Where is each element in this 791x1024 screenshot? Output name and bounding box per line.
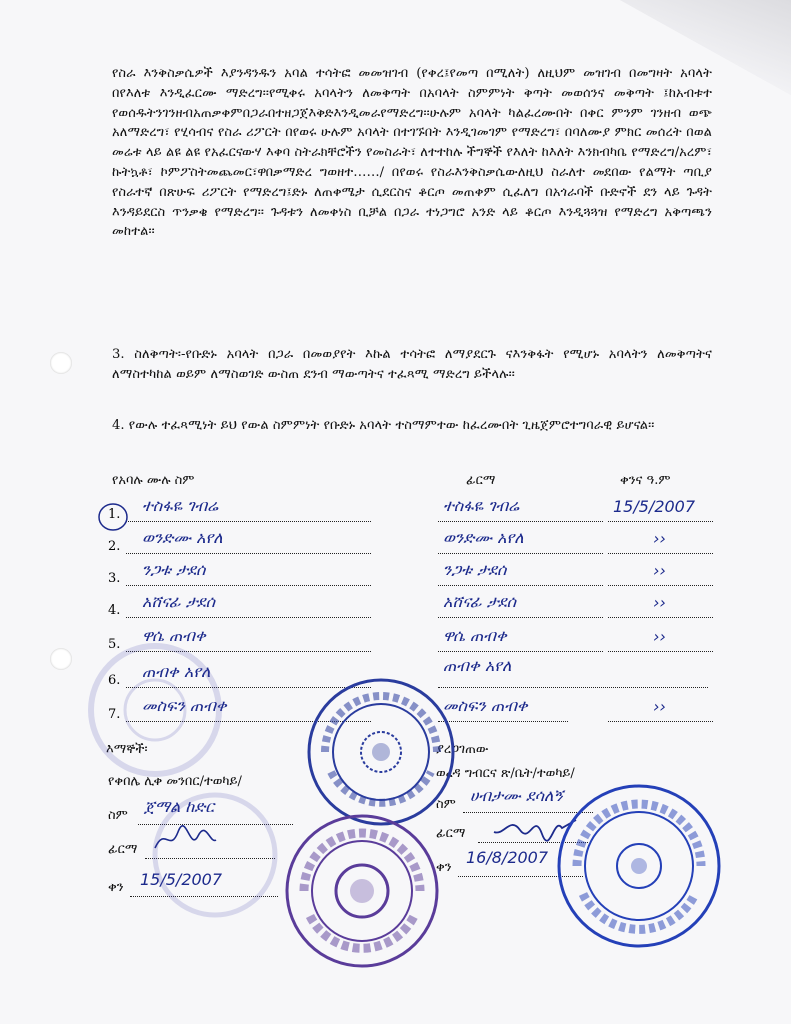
agriculture-office-title: ወረዳ ግብርና ጽ/ቤት/ተወካይ/	[436, 766, 575, 781]
punch-hole	[50, 648, 72, 670]
left-name-label: ስም	[108, 808, 128, 823]
member-date: ››	[653, 627, 666, 646]
left-date-label: ቀን	[108, 880, 124, 895]
verified-by-label: ያረጋገጠው	[436, 742, 489, 757]
date-line	[608, 721, 713, 722]
member-date: ››	[653, 593, 666, 612]
signature-line	[438, 617, 603, 618]
right-sign-label: ፊርማ	[436, 826, 466, 841]
circle-mark	[96, 500, 130, 534]
member-date: ››	[653, 529, 666, 548]
member-signature: ተስፋዬ ገብሬ	[443, 496, 520, 515]
row-number: 1.	[108, 507, 121, 522]
table-row	[108, 490, 718, 524]
name-line	[126, 617, 371, 618]
right-date-value: 16/8/2007	[466, 848, 549, 867]
member-signature: ዋሴ ጠብቀ	[443, 626, 507, 645]
right-date-label: ቀን	[436, 860, 452, 875]
member-name: ወንድሙ አየለ	[142, 528, 223, 547]
table-row	[108, 522, 718, 556]
member-name: ተስፋዬ ገብሬ	[142, 496, 219, 515]
date-line	[608, 617, 713, 618]
row-number: 6.	[108, 673, 121, 688]
member-date: ››	[653, 697, 666, 716]
signature-line	[438, 687, 708, 688]
member-signature: ወንድሙ አየለ	[443, 528, 524, 547]
member-name: ጠብቀ አየለ	[142, 662, 211, 681]
member-name: አሸናፊ ታደሰ	[142, 592, 216, 611]
agriculture-office-seal	[555, 782, 723, 950]
table-row	[108, 554, 718, 588]
right-name-value: ሀብታሙ ደሳለኝ	[470, 786, 563, 805]
left-date-value: 15/5/2007	[140, 870, 223, 889]
member-date: ››	[653, 561, 666, 580]
table-row	[108, 586, 718, 620]
column-header-date: ቀንና ዓ.ም	[620, 473, 671, 488]
member-signature: አሸናፊ ታደሰ	[443, 592, 517, 611]
signature-line	[438, 721, 568, 722]
left-name-value: ጀማል ከድር	[144, 797, 215, 816]
punch-hole	[50, 352, 72, 374]
member-name: ንጋቱ ታደሰ	[142, 560, 206, 579]
effect-paragraph: 4. የውሉ ተፈጻሚነት ይህ የውል ስምምነት የቡድኑ አባላት ተስማምተው ከፈረሙበት ጊዜጀምሮተግባራዊ ይሆናል፡፡	[112, 418, 655, 433]
date-line	[608, 651, 713, 652]
faint-stamp	[85, 640, 225, 780]
penalty-paragraph: 3. ስለቅጣት፡-የቡድኑ አባላት በጋራ በመወያየት እኩል ተሳትፎ ለማያደርጉ ናእንቅፋት የሚሆኑ አባላትን ለመቅጣትና ለማስተካከል ወይም ለማስወገድ ውስጠ ደንብ ማውጣትና ተፈጻሚ ማድረግ ይችላሉ፡፡	[112, 347, 712, 382]
column-header-name: የአባሉ ሙሉ ስም	[112, 473, 195, 488]
kebele-chair-title: የቀበሌ ሊቀ መንበር/ተወካይ/	[108, 774, 242, 789]
left-sign-label: ፊርማ	[108, 842, 138, 857]
row-number: 3.	[108, 571, 121, 586]
row-number: 7.	[108, 707, 121, 722]
kebele-seal	[305, 676, 457, 828]
member-signature: ንጋቱ ታደሰ	[443, 560, 507, 579]
woreda-seal	[283, 812, 441, 970]
signature-line	[438, 651, 603, 652]
member-name: መስፍን ጠብቀ	[142, 696, 227, 715]
row-number: 2.	[108, 539, 121, 554]
member-name: ዋሴ ጠብቀ	[142, 626, 206, 645]
duties-paragraph: የስራ እንቅስቃሴዎች እያንዳንዱን አባል ተሳትፎ መመዝገብ (የቀረ፤የመጣ በሚለት) ለዚህም መዝገብ በመግዛት አባላት በየእለቱ እንዲፈርሙ ማድረግ፡፡የሚቀሩ አባላትን ለመቅጣት በአባላት ስምምነት ቅጣት መወሰንና መቅጣት ፤ከአብቱተ የወሰዱትንገንዘብአጠቃቀምበጋራበተዘጋጀእቅድእንዲመራየማድረግ፡፡ሁሉም አባላት ካልፈረሙበት በቀር ምንም ገንዘብ ወጭ አለማድረግ፣ የሂሳብና የስራ ሪፖርት በየወሩ ሁሉም አባላት በተገኙበት እንዲገመገም የማድረግ፣ በባለሙያ ምክር መሰረት በወል መሬቱ ላይ ልዩ ልዩ የአፈርናውሃ እቀባ ስትራክቸሮችን የመስራት፣ ለተተከሉ ችግኞች የእለት ከእለት እንክብካቤ የማድረግ/አረም፣ ኩትኳቶ፣ ኮምፖስትመጨመር፣ዋበቃማድረ ግወዘተ……/ በየወሩ የስራእንቅስቃሴውለዚህ ስራለተ መደበው የልማት ጣቢያ የስራተኛ በጽሁፍ ሪፖርት የማድረግ፤ድኑ ለጠቀሜታ ሲደርስና ቆርጦ መጠቀም ሲፈለግ በአጎራባች ቡድኖች ደን ላይ ጉዳት እንዳይደርስ ጥንቃቄ የማድረግ፡፡ ጉዳቱን ለመቀነስ ቢቻል በጋራ ተነጋግሮ አንድ ላይ ቆርጦ እንዲጓጓዝ የማድረግ አቅጣጫን መከተል፡፡	[112, 66, 712, 240]
row-number: 4.	[108, 603, 121, 618]
member-date: 15/5/2007	[613, 497, 696, 516]
row-number: 5.	[108, 637, 121, 652]
witnesses-label: እማኞች፡	[106, 742, 148, 757]
faint-stamp	[150, 790, 280, 920]
member-signature: መስፍን ጠብቀ	[443, 696, 528, 715]
right-name-label: ስም	[436, 797, 456, 812]
column-header-signature: ፊርማ	[466, 473, 496, 488]
member-signature: ጠብቀ አየለ	[443, 656, 512, 675]
